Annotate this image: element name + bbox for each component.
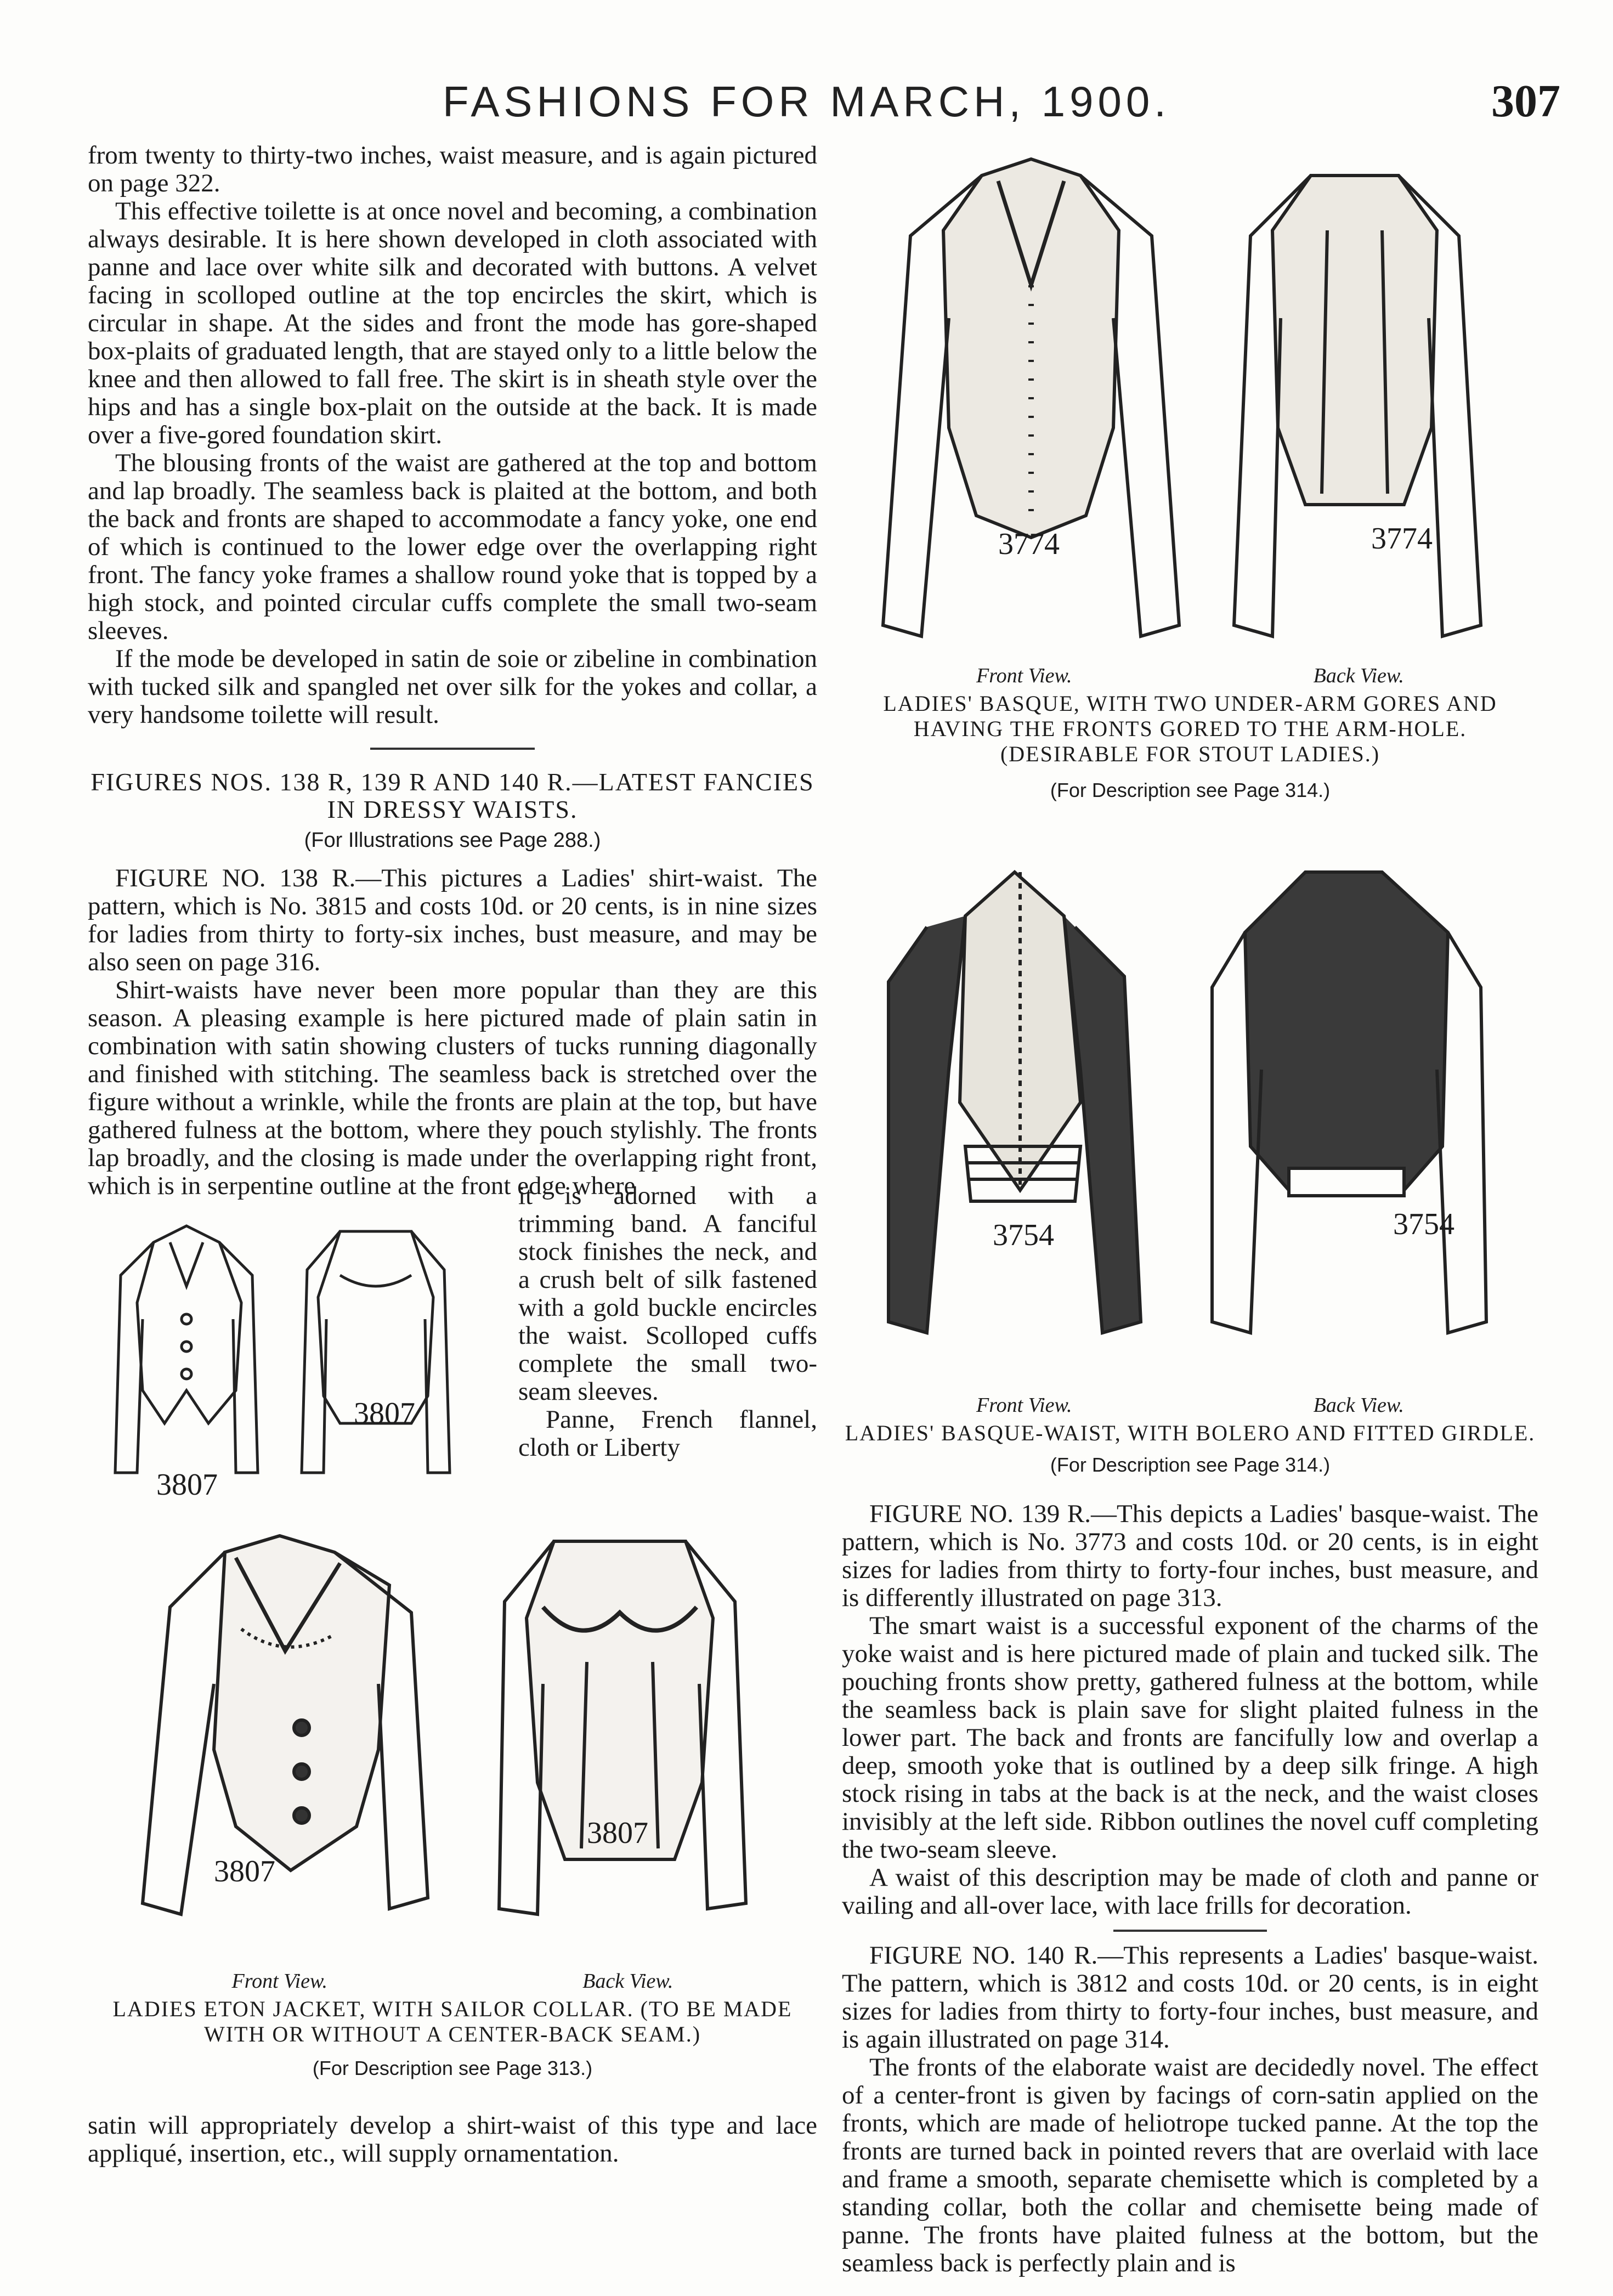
- eton-caption: LADIES ETON JACKET, WITH SAILOR COLLAR. (TO BE MADE WITH OR WITHOUT A CENTER-BACK SEAM.): [112, 1997, 793, 2046]
- page-number: 307: [1491, 76, 1560, 127]
- figure-number-label: 3807: [214, 1854, 275, 1888]
- basque-3774-illustration: [856, 143, 1525, 653]
- paragraph: Panne, French flannel, cloth or Liberty: [518, 1405, 817, 1462]
- right-column-text: [842, 1500, 1538, 2277]
- paragraph: FIGURE NO. 138 R.—This pictures a Ladies' shirt-waist. The pattern, which is No. 3815 and costs 10d. or 20 cents, is in nine sizes for ladies from thirty to forty-six inches, bust measure, and may be also seen on page 316.: [88, 864, 817, 976]
- left-column-top: [88, 142, 817, 1200]
- paragraph: it is adorned with a trimming band. A fanciful stock finishes the neck, and a crush belt of silk fastened with a gold buckle encircles the waist. Scolloped cuffs complete the small two-seam sleeves.: [518, 1181, 817, 1406]
- eton-view-labels: [104, 1969, 801, 1993]
- basque-3754-drawing: [856, 839, 1525, 1388]
- section-heading: FIGURES NOS. 138 R, 139 R AND 140 R.—LATEST FANCIES IN DRESSY WAISTS.: [90, 768, 814, 823]
- basque-3754-caption: LADIES' BASQUE-WAIST, WITH BOLERO AND FITTED GIRDLE.: [845, 1421, 1536, 1445]
- paragraph: FIGURE NO. 139 R.—This depicts a Ladies' basque-waist. The pattern, which is No. 3773 and costs 10d. or 20 cents, is in eight sizes for ladies from thirty to forty-four inches, bust measure, and is differently illustrated on page 313.: [842, 1500, 1538, 1612]
- basque-3774-description-note: (For Description see Page 314.): [1050, 779, 1331, 801]
- back-view-label: Back View.: [1313, 664, 1404, 687]
- basque-3774-caption: LADIES' BASQUE, WITH TWO UNDER-ARM GORES AND HAVING THE FRONTS GORED TO THE ARM-HOLE. (DESIRABLE FOR STOUT LADIES.): [883, 691, 1497, 766]
- eton-jacket-illustration: [104, 1519, 801, 1958]
- section-divider: [370, 748, 535, 750]
- paragraph: The blousing fronts of the waist are gathered at the top and bottom and lap broadly. The seamless back is plaited at the bottom, and both the back and fronts are shaped to accommodate a fancy yoke, one end of which is continued to the lower edge over the overlapping right front. The fancy yoke frames a shallow round yoke that is topped by a high stock, and pointed circular cuffs complete the small two-seam sleeves.: [88, 449, 817, 645]
- paragraph: This effective toilette is at once novel and becoming, a combination always desirable. It is here shown developed in cloth associated with panne and lace over white silk and decorated with buttons. A velvet facing in scolloped outline at the top encircles the skirt, which is circular in shape. At the sides and front the mode has gore-shaped box-plaits of graduated length, that are stayed only to a little below the knee and then allowed to fall free. The skirt is in sheath style over the hips and has a single box-plait on the outside at the back. It is made over a five-gored foundation skirt.: [88, 197, 817, 449]
- paragraph: The smart waist is a successful exponent of the charms of the yoke waist and is here pictured made of plain and tucked silk. The pouching fronts show pretty, gathered fulness at the bottom, while the seamless back is plain save for slight plaited fulness in the lower part. The back and fronts are fancifully low and overlap a deep, smooth yoke that is outlined by a deep silk fringe. A high stock rising in tabs at the back is at the neck, and the waist closes invisibly at the left side. Ribbon outlines the novel cuff completing the two-seam sleeve.: [842, 1611, 1538, 1864]
- section-note: (For Illustrations see Page 288.): [304, 829, 601, 852]
- front-view-label: Front View.: [976, 1394, 1072, 1417]
- left-column-narrow-text: [518, 1182, 817, 1462]
- small-jacket-illustration: [104, 1209, 505, 1506]
- figure-number-label: 3754: [1393, 1207, 1454, 1241]
- eton-description-note: (For Description see Page 313.): [312, 2057, 593, 2079]
- basque-3774-drawing: [856, 143, 1525, 653]
- basque-3754-illustration: [856, 839, 1525, 1388]
- section-divider: [1113, 1930, 1267, 1932]
- eton-jacket-drawing: [104, 1519, 801, 1958]
- paragraph: Shirt-waists have never been more popular than they are this season. A pleasing example is here pictured made of plain satin in combination with satin showing clusters of tucks running diagonally and finished with stitching. The seamless back is stretched over the figure without a wrinkle, while the fronts are plain at the top, but have gathered fulness at the bottom, where they pouch stylishly. The fronts lap broadly, and the closing is made under the overlapping right front, which is in serpentine outline at the front edge where: [88, 976, 817, 1200]
- figure-number-label: 3807: [587, 1816, 648, 1850]
- basque-3754-description-note: (For Description see Page 314.): [1050, 1454, 1331, 1476]
- page-header-title: FASHIONS FOR MARCH, 1900.: [443, 77, 1170, 126]
- figure-number-label: 3807: [156, 1468, 218, 1502]
- paragraph: from twenty to thirty-two inches, waist measure, and is again pictured on page 322.: [88, 141, 817, 197]
- paragraph: The fronts of the elaborate waist are decidedly novel. The effect of a center-front is given by facings of corn-satin applied on the fronts, which are made of heliotrope tucked panne. At the top the fronts are turned back in pointed revers that are overlaid with lace and frame a smooth, separate chemisette which is completed by a standing collar, both the collar and chemisette being made of panne. The fronts have plaited fulness at the bottom, but the seamless back is perfectly plain and is: [842, 2053, 1538, 2277]
- figure-number-label: 3807: [354, 1396, 415, 1430]
- back-view-label: Back View.: [582, 1970, 674, 1993]
- figure-number-label: 3774: [998, 527, 1060, 561]
- paragraph: FIGURE NO. 140 R.—This represents a Ladies' basque-waist. The pattern, which is 3812 and costs 10d. or 20 cents, is in eight sizes for ladies from thirty to forty-four inches, bust measure, and is again illustrated on page 314.: [842, 1941, 1538, 2054]
- front-view-label: Front View.: [231, 1970, 328, 1993]
- left-column-bottom: [88, 2112, 817, 2168]
- paragraph: A waist of this description may be made of cloth and panne or vailing and all-over lace, with lace frills for decoration.: [842, 1863, 1538, 1920]
- back-view-label: Back View.: [1313, 1394, 1404, 1417]
- basque-3754-view-labels: [856, 1393, 1525, 1417]
- paragraph: If the mode be developed in satin de soie or zibeline in combination with tucked silk and spangled net over silk for the yokes and collar, a very handsome toilette will result.: [88, 644, 817, 729]
- front-view-label: Front View.: [976, 664, 1072, 687]
- figure-number-label: 3754: [993, 1218, 1054, 1252]
- basque-3774-view-labels: [856, 664, 1525, 688]
- small-jacket-drawing: [104, 1209, 505, 1506]
- paragraph: satin will appropriately develop a shirt-waist of this type and lace appliqué, insertion, etc., will supply ornamentation.: [88, 2111, 817, 2168]
- figure-number-label: 3774: [1371, 522, 1433, 556]
